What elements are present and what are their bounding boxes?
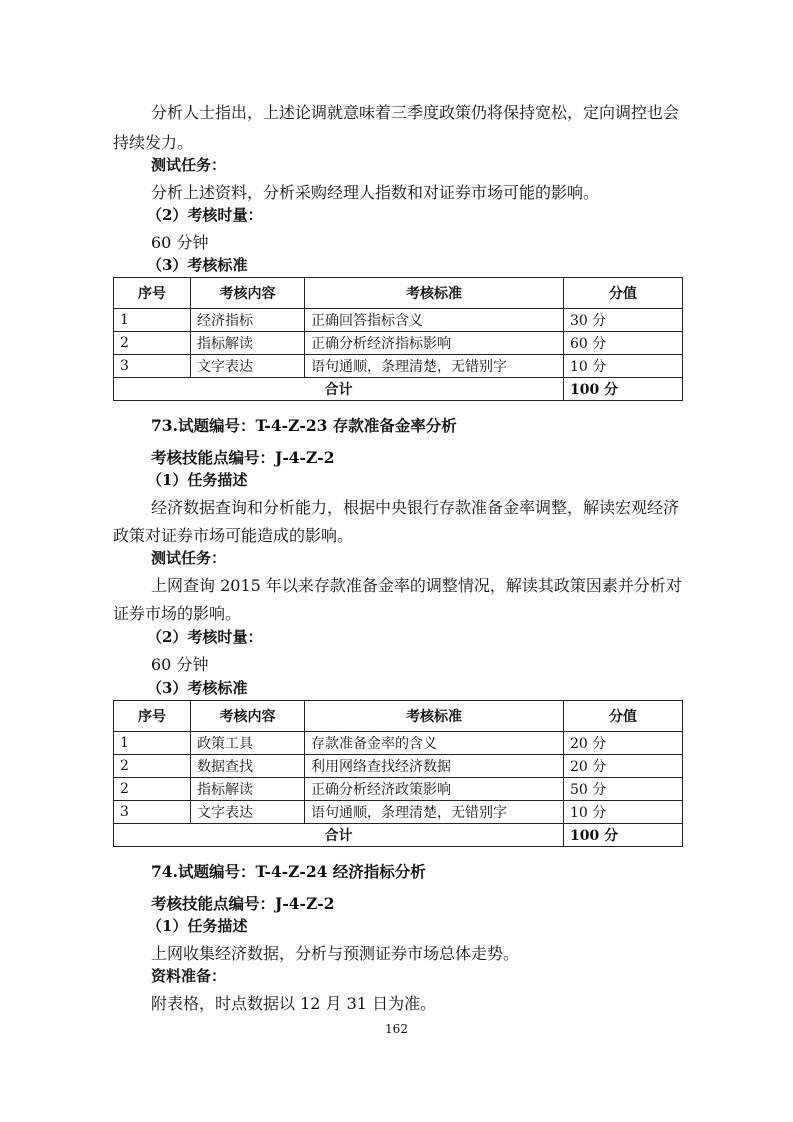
assessment-table-2 — [113, 700, 683, 847]
test-task-text-2-line1: 上网查询 2015 年以来存款准备金率的调整情况，解读其政策因素并分析对 — [151, 576, 682, 595]
table-cell: 存款准备金率的含义 — [305, 732, 564, 755]
table-cell: 20 分 — [564, 755, 683, 778]
total-label: 合计 — [114, 824, 564, 847]
material-text: 附表格，时点数据以 12 月 31 日为准。 — [151, 994, 437, 1013]
table-header-row — [114, 701, 683, 732]
table-row — [114, 355, 683, 378]
total-value: 100 分 — [564, 378, 683, 401]
q74-desc: 上网收集经济数据，分析与预测证券市场总体走势。 — [151, 944, 520, 963]
header-cell: 序号 — [114, 701, 191, 732]
table-cell: 政策工具 — [191, 732, 305, 755]
q73-task-heading: （1）任务描述 — [147, 471, 248, 489]
q73-desc-line2: 政策对证券市场可能造成的影响。 — [113, 526, 354, 545]
time-heading-2: （2）考核时量： — [147, 628, 263, 646]
table-cell: 指标解读 — [191, 778, 305, 801]
table-cell: 语句通顺，条理清楚，无错别字 — [305, 355, 564, 378]
table-cell: 正确分析经济政策影响 — [305, 778, 564, 801]
table-cell: 30 分 — [564, 309, 683, 332]
assessment-table-1 — [113, 277, 683, 401]
header-cell: 考核标准 — [305, 278, 564, 309]
table-row — [114, 778, 683, 801]
table-row — [114, 309, 683, 332]
header-cell: 序号 — [114, 278, 191, 309]
table-cell: 3 — [114, 801, 191, 824]
q74-title: 74.试题编号：T-4-Z-24 经济指标分析 — [151, 862, 426, 881]
para1-line1: 分析人士指出，上述论调就意味着三季度政策仍将保持宽松，定向调控也会 — [151, 103, 680, 122]
table-row — [114, 801, 683, 824]
total-label: 合计 — [114, 378, 564, 401]
table-cell: 2 — [114, 778, 191, 801]
time-heading-1: （2）考核时量： — [147, 206, 263, 224]
q73-title: 73.试题编号：T-4-Z-23 存款准备金率分析 — [151, 416, 457, 435]
test-task-label-1: 测试任务： — [151, 156, 227, 174]
q74-skill: 考核技能点编号：J-4-Z-2 — [151, 894, 335, 913]
header-cell: 考核内容 — [191, 278, 305, 309]
table-cell: 数据查找 — [191, 755, 305, 778]
table-cell: 文字表达 — [191, 801, 305, 824]
time-value-2: 60 分钟 — [151, 655, 209, 674]
table-row — [114, 732, 683, 755]
table-cell: 正确分析经济指标影响 — [305, 332, 564, 355]
para1-line2: 持续发力。 — [113, 133, 194, 152]
table-cell: 2 — [114, 755, 191, 778]
header-cell: 分值 — [564, 701, 683, 732]
q73-desc-line1: 经济数据查询和分析能力，根据中央银行存款准备金率调整，解读宏观经济 — [151, 498, 680, 517]
table-row — [114, 332, 683, 355]
material-label: 资料准备： — [151, 967, 227, 985]
test-task-text-1: 分析上述资料，分析采购经理人指数和对证券市场可能的影响。 — [151, 183, 600, 202]
table-header-row — [114, 278, 683, 309]
table-total-row — [114, 824, 683, 847]
test-task-text-2-line2: 证券市场的影响。 — [113, 604, 242, 623]
table-total-row — [114, 378, 683, 401]
header-cell: 考核内容 — [191, 701, 305, 732]
table-cell: 3 — [114, 355, 191, 378]
table-cell: 正确回答指标含义 — [305, 309, 564, 332]
table-cell: 50 分 — [564, 778, 683, 801]
table-cell: 1 — [114, 732, 191, 755]
table-cell: 利用网络查找经济数据 — [305, 755, 564, 778]
table-cell: 20 分 — [564, 732, 683, 755]
table-cell: 指标解读 — [191, 332, 305, 355]
q73-skill: 考核技能点编号：J-4-Z-2 — [151, 448, 335, 467]
q74-task-heading: （1）任务描述 — [147, 917, 248, 935]
time-value-1: 60 分钟 — [151, 233, 209, 252]
table-cell: 1 — [114, 309, 191, 332]
table-cell: 10 分 — [564, 355, 683, 378]
table-cell: 文字表达 — [191, 355, 305, 378]
std-heading-2: （3）考核标准 — [147, 679, 248, 697]
header-cell: 分值 — [564, 278, 683, 309]
table-cell: 10 分 — [564, 801, 683, 824]
std-heading-1: （3）考核标准 — [147, 256, 248, 274]
table-row — [114, 755, 683, 778]
table-cell: 经济指标 — [191, 309, 305, 332]
table-cell: 语句通顺，条理清楚，无错别字 — [305, 801, 564, 824]
test-task-label-2: 测试任务： — [151, 549, 227, 567]
total-value: 100 分 — [564, 824, 683, 847]
page-number: 162 — [385, 1022, 408, 1036]
header-cell: 考核标准 — [305, 701, 564, 732]
table-cell: 2 — [114, 332, 191, 355]
table-cell: 60 分 — [564, 332, 683, 355]
